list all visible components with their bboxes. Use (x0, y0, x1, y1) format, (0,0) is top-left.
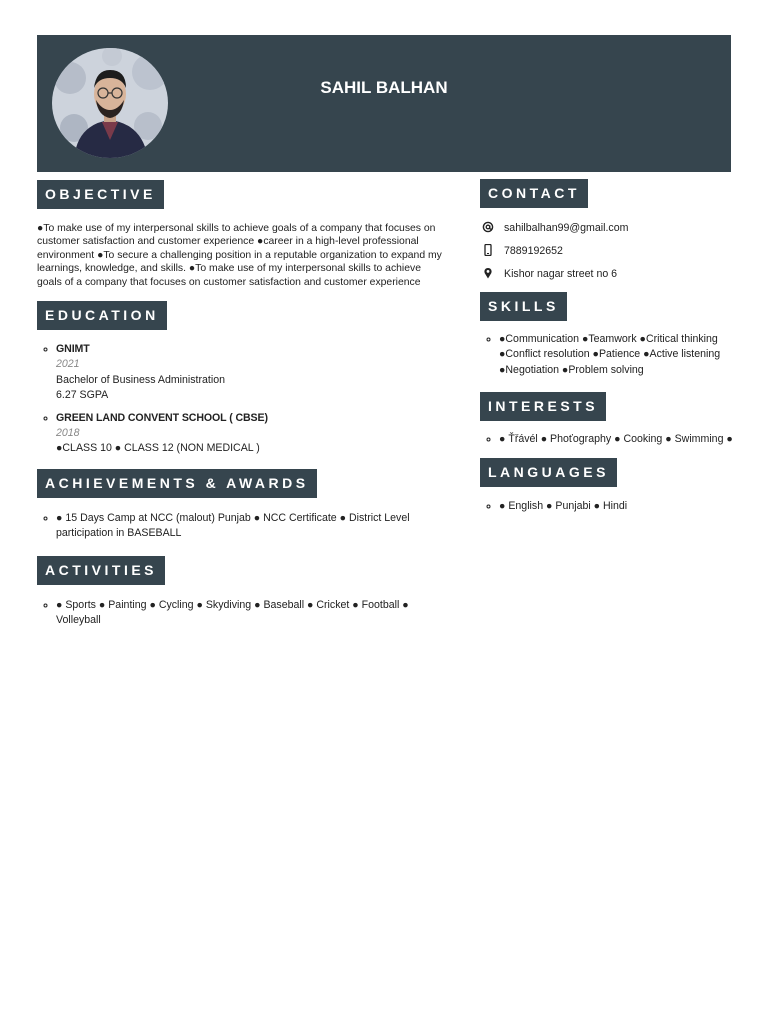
education-degree: Bachelor of Business Administration (56, 373, 225, 386)
education-degree: ●CLASS 10 ● CLASS 12 (NON MEDICAL ) (56, 442, 260, 455)
education-year: 2018 (56, 427, 80, 440)
location-pin-icon (482, 267, 494, 279)
languages-item: ◦ ● English ● Punjabi ● Hindi (499, 499, 735, 514)
education-year: 2021 (56, 358, 80, 371)
resume-header (37, 35, 731, 172)
achievements-section (37, 469, 442, 542)
education-score: 6.27 SGPA (56, 389, 109, 402)
contact-address-row (480, 267, 735, 290)
education-school-name: ◦ GREEN LAND CONVENT SCHOOL ( CBSE) (56, 411, 268, 424)
activities-section (37, 556, 442, 629)
languages-list (480, 499, 735, 514)
contact-list (480, 221, 735, 290)
contact-address: Kishor nagar street no 6 (504, 268, 618, 280)
education-list (37, 342, 442, 457)
interests-title: INTERESTS (480, 392, 606, 421)
interests-section (480, 392, 735, 447)
contact-email[interactable]: sahilbalhan99@gmail.com (504, 222, 629, 234)
objective-title: OBJECTIVE (37, 180, 164, 209)
objective-section (37, 180, 442, 289)
activities-list (37, 598, 442, 629)
education-section (37, 301, 442, 457)
activities-item: ◦ ● Sports ● Painting ● Cycling ● Skydiving ● Baseball ● Cricket ● Football ● Volleyball (56, 598, 442, 629)
contact-phone-row (480, 244, 735, 267)
languages-section (480, 458, 735, 514)
left-column (37, 180, 442, 629)
contact-email-row (480, 221, 735, 244)
skills-list (480, 332, 735, 378)
phone-icon (482, 244, 494, 256)
profile-photo-image (52, 48, 168, 158)
education-item (56, 411, 442, 457)
interests-list (480, 432, 735, 447)
candidate-name: SAHIL BALHAN (320, 78, 448, 97)
languages-title: LANGUAGES (480, 458, 617, 487)
achievements-title: ACHIEVEMENTS & AWARDS (37, 469, 317, 498)
contact-section (480, 179, 735, 290)
skills-section (480, 292, 735, 378)
objective-text: ●To make use of my interpersonal skills to achieve goals of a company that focuses on customer satisfaction and customer experience ●career in a high-level professional environment ●To secure a challenging position in a reputable organization to expand my learnings, knowledge, and skills. ●To make use of my interpersonal skills to achieve goals of a company that focuses on customer satisfaction and customer experience (37, 223, 442, 288)
education-title: EDUCATION (37, 301, 167, 330)
profile-photo (52, 48, 168, 158)
achievements-list (37, 511, 442, 542)
contact-phone[interactable]: 7889192652 (504, 245, 563, 257)
contact-title: CONTACT (480, 179, 588, 208)
activities-title: ACTIVITIES (37, 556, 165, 585)
education-school-name: ◦ GNIMT (56, 343, 90, 356)
achievements-item: ◦ ● 15 Days Camp at NCC (malout) Punjab ● NCC Certificate ● District Level participation in BASEBALL (56, 511, 442, 542)
right-column (480, 179, 735, 514)
at-icon (482, 221, 494, 233)
skills-title: SKILLS (480, 292, 567, 321)
skills-item: ◦ ●Communication ●Teamwork ●Critical thinking ●Conflict resolution ●Patience ●Active listening ●Negotiation ●Problem solving (499, 332, 735, 378)
interests-item: ◦ ● Ťřávél ● Phoťography ● Cooking ● Swimming ● (499, 432, 735, 447)
education-item (56, 342, 442, 404)
